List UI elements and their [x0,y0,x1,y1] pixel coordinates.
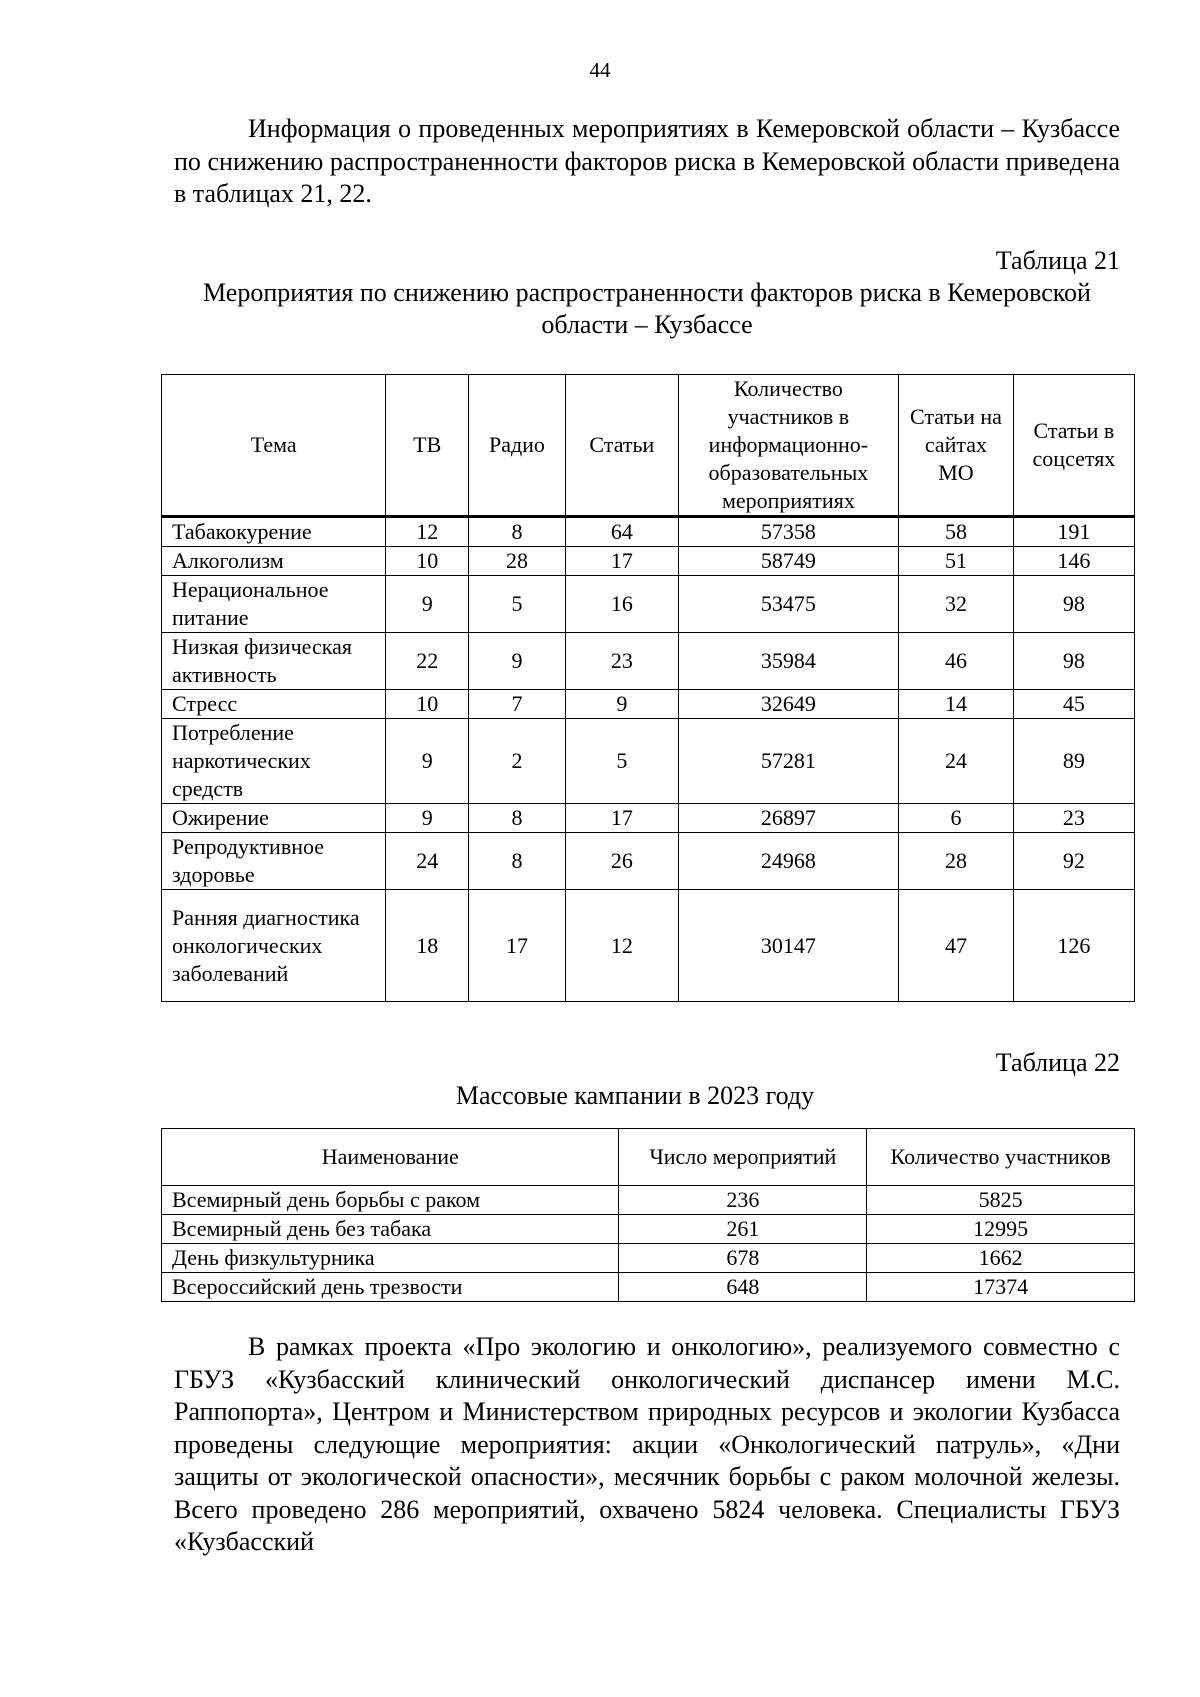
row-value-cell: 28 [468,547,565,576]
table-row [162,1186,1135,1215]
row-value-cell: 26897 [678,804,898,833]
row-value-cell: 8 [468,804,565,833]
table-row [162,890,1135,1002]
row-theme-cell: Низкая физическая активность [162,633,386,690]
table-row [162,1273,1135,1302]
row-value-cell: 10 [386,690,468,719]
table-row [162,1244,1135,1273]
header-radio: Радио [468,375,565,517]
row-theme-cell: Табакокурение [162,517,386,547]
row-value-cell: 89 [1013,719,1134,804]
row-theme-cell: Потребление наркотических средств [162,719,386,804]
campaign-value-cell: 236 [619,1186,867,1215]
row-value-cell: 24968 [678,833,898,890]
intro-paragraph: Информация о проведенных мероприятиях в Кемеровской области – Кузбассе по снижению распространенности факторов риска в Кемеровской области приведена в таблицах 21, 22. [174,114,1120,208]
header-theme: Тема [162,375,386,517]
row-value-cell: 146 [1013,547,1134,576]
row-value-cell: 57358 [678,517,898,547]
row-theme-cell: Алкоголизм [162,547,386,576]
row-value-cell: 12 [566,890,679,1002]
mass-campaigns-table [161,1128,1135,1302]
row-value-cell: 46 [899,633,1014,690]
row-value-cell: 17 [468,890,565,1002]
row-value-cell: 98 [1013,576,1134,633]
header-participant-count: Количество участников [867,1129,1135,1186]
table-row [162,833,1135,890]
row-theme-cell: Стресс [162,690,386,719]
header-articles: Статьи [566,375,679,517]
table-21-caption: Таблица 21 [995,246,1120,275]
row-value-cell: 18 [386,890,468,1002]
row-value-cell: 57281 [678,719,898,804]
row-value-cell: 23 [1013,804,1134,833]
campaign-name-cell: Всемирный день без табака [162,1215,619,1244]
row-value-cell: 17 [566,547,679,576]
campaign-name-cell: Всемирный день борьбы с раком [162,1186,619,1215]
bottom-paragraph: В рамках проекта «Про экологию и онкологию», реализуемого совместно с ГБУЗ «Кузбасский клинический онкологический диспансер имени М.С. Раппопорта», Центром и Министерством природных ресурсов и экологии Кузбасса проведены следующие мероприятия: акции «Онкологический патруль», «Дни защиты от экологической опасности», месячник борьбы с раком молочной железы. Всего проведено 286 мероприятий, охвачено 5824 человека. Специалисты ГБУЗ «Кузбасский [174,1332,1120,1556]
row-value-cell: 8 [468,517,565,547]
row-value-cell: 32649 [678,690,898,719]
row-value-cell: 58 [899,517,1014,547]
row-value-cell: 24 [899,719,1014,804]
campaign-name-cell: Всероссийский день трезвости [162,1273,619,1302]
campaign-value-cell: 261 [619,1215,867,1244]
table-row [162,1215,1135,1244]
row-value-cell: 191 [1013,517,1134,547]
row-value-cell: 24 [386,833,468,890]
campaign-value-cell: 1662 [867,1244,1135,1273]
header-name: Наименование [162,1129,619,1186]
row-value-cell: 98 [1013,633,1134,690]
table-row [162,804,1135,833]
risk-factors-table [161,374,1135,1002]
row-value-cell: 126 [1013,890,1134,1002]
campaign-value-cell: 648 [619,1273,867,1302]
campaign-value-cell: 12995 [867,1215,1135,1244]
row-value-cell: 5 [566,719,679,804]
row-value-cell: 92 [1013,833,1134,890]
row-value-cell: 14 [899,690,1014,719]
row-value-cell: 9 [386,576,468,633]
row-value-cell: 47 [899,890,1014,1002]
row-value-cell: 7 [468,690,565,719]
campaign-value-cell: 678 [619,1244,867,1273]
table-row [162,576,1135,633]
row-value-cell: 8 [468,833,565,890]
table-row [162,719,1135,804]
page-number: 44 [589,58,611,82]
header-event-count: Число мероприятий [619,1129,867,1186]
table-row [162,690,1135,719]
row-value-cell: 9 [468,633,565,690]
row-theme-cell: Нерациональное питание [162,576,386,633]
header-social-articles: Статьи в соцсетях [1013,375,1134,517]
row-value-cell: 51 [899,547,1014,576]
campaign-value-cell: 17374 [867,1273,1135,1302]
row-value-cell: 45 [1013,690,1134,719]
row-value-cell: 35984 [678,633,898,690]
row-value-cell: 22 [386,633,468,690]
header-participants: Количество участников в информационно-образовательных мероприятиях [678,375,898,517]
row-value-cell: 5 [468,576,565,633]
table-header-row [162,375,1135,517]
row-value-cell: 26 [566,833,679,890]
row-theme-cell: Ранняя диагностика онкологических заболеваний [162,890,386,1002]
header-tv: ТВ [386,375,468,517]
row-value-cell: 9 [386,719,468,804]
table-header-row [162,1129,1135,1186]
row-value-cell: 64 [566,517,679,547]
row-value-cell: 6 [899,804,1014,833]
row-value-cell: 12 [386,517,468,547]
row-value-cell: 32 [899,576,1014,633]
row-value-cell: 28 [899,833,1014,890]
row-theme-cell: Репродуктивное здоровье [162,833,386,890]
table-row [162,633,1135,690]
table-21-title: Мероприятия по снижению распространенности факторов риска в Кемеровской области – Кузбассе [203,278,1091,339]
row-value-cell: 10 [386,547,468,576]
table-row [162,517,1135,547]
row-value-cell: 30147 [678,890,898,1002]
row-theme-cell: Ожирение [162,804,386,833]
row-value-cell: 17 [566,804,679,833]
row-value-cell: 23 [566,633,679,690]
table-22-caption: Таблица 22 [995,1048,1120,1077]
row-value-cell: 9 [566,690,679,719]
row-value-cell: 2 [468,719,565,804]
table-22-title: Массовые кампании в 2023 году [455,1081,815,1110]
table-row [162,547,1135,576]
row-value-cell: 9 [386,804,468,833]
header-site-articles: Статьи на сайтах МО [899,375,1014,517]
row-value-cell: 53475 [678,576,898,633]
campaign-name-cell: День физкультурника [162,1244,619,1273]
row-value-cell: 58749 [678,547,898,576]
campaign-value-cell: 5825 [867,1186,1135,1215]
row-value-cell: 16 [566,576,679,633]
